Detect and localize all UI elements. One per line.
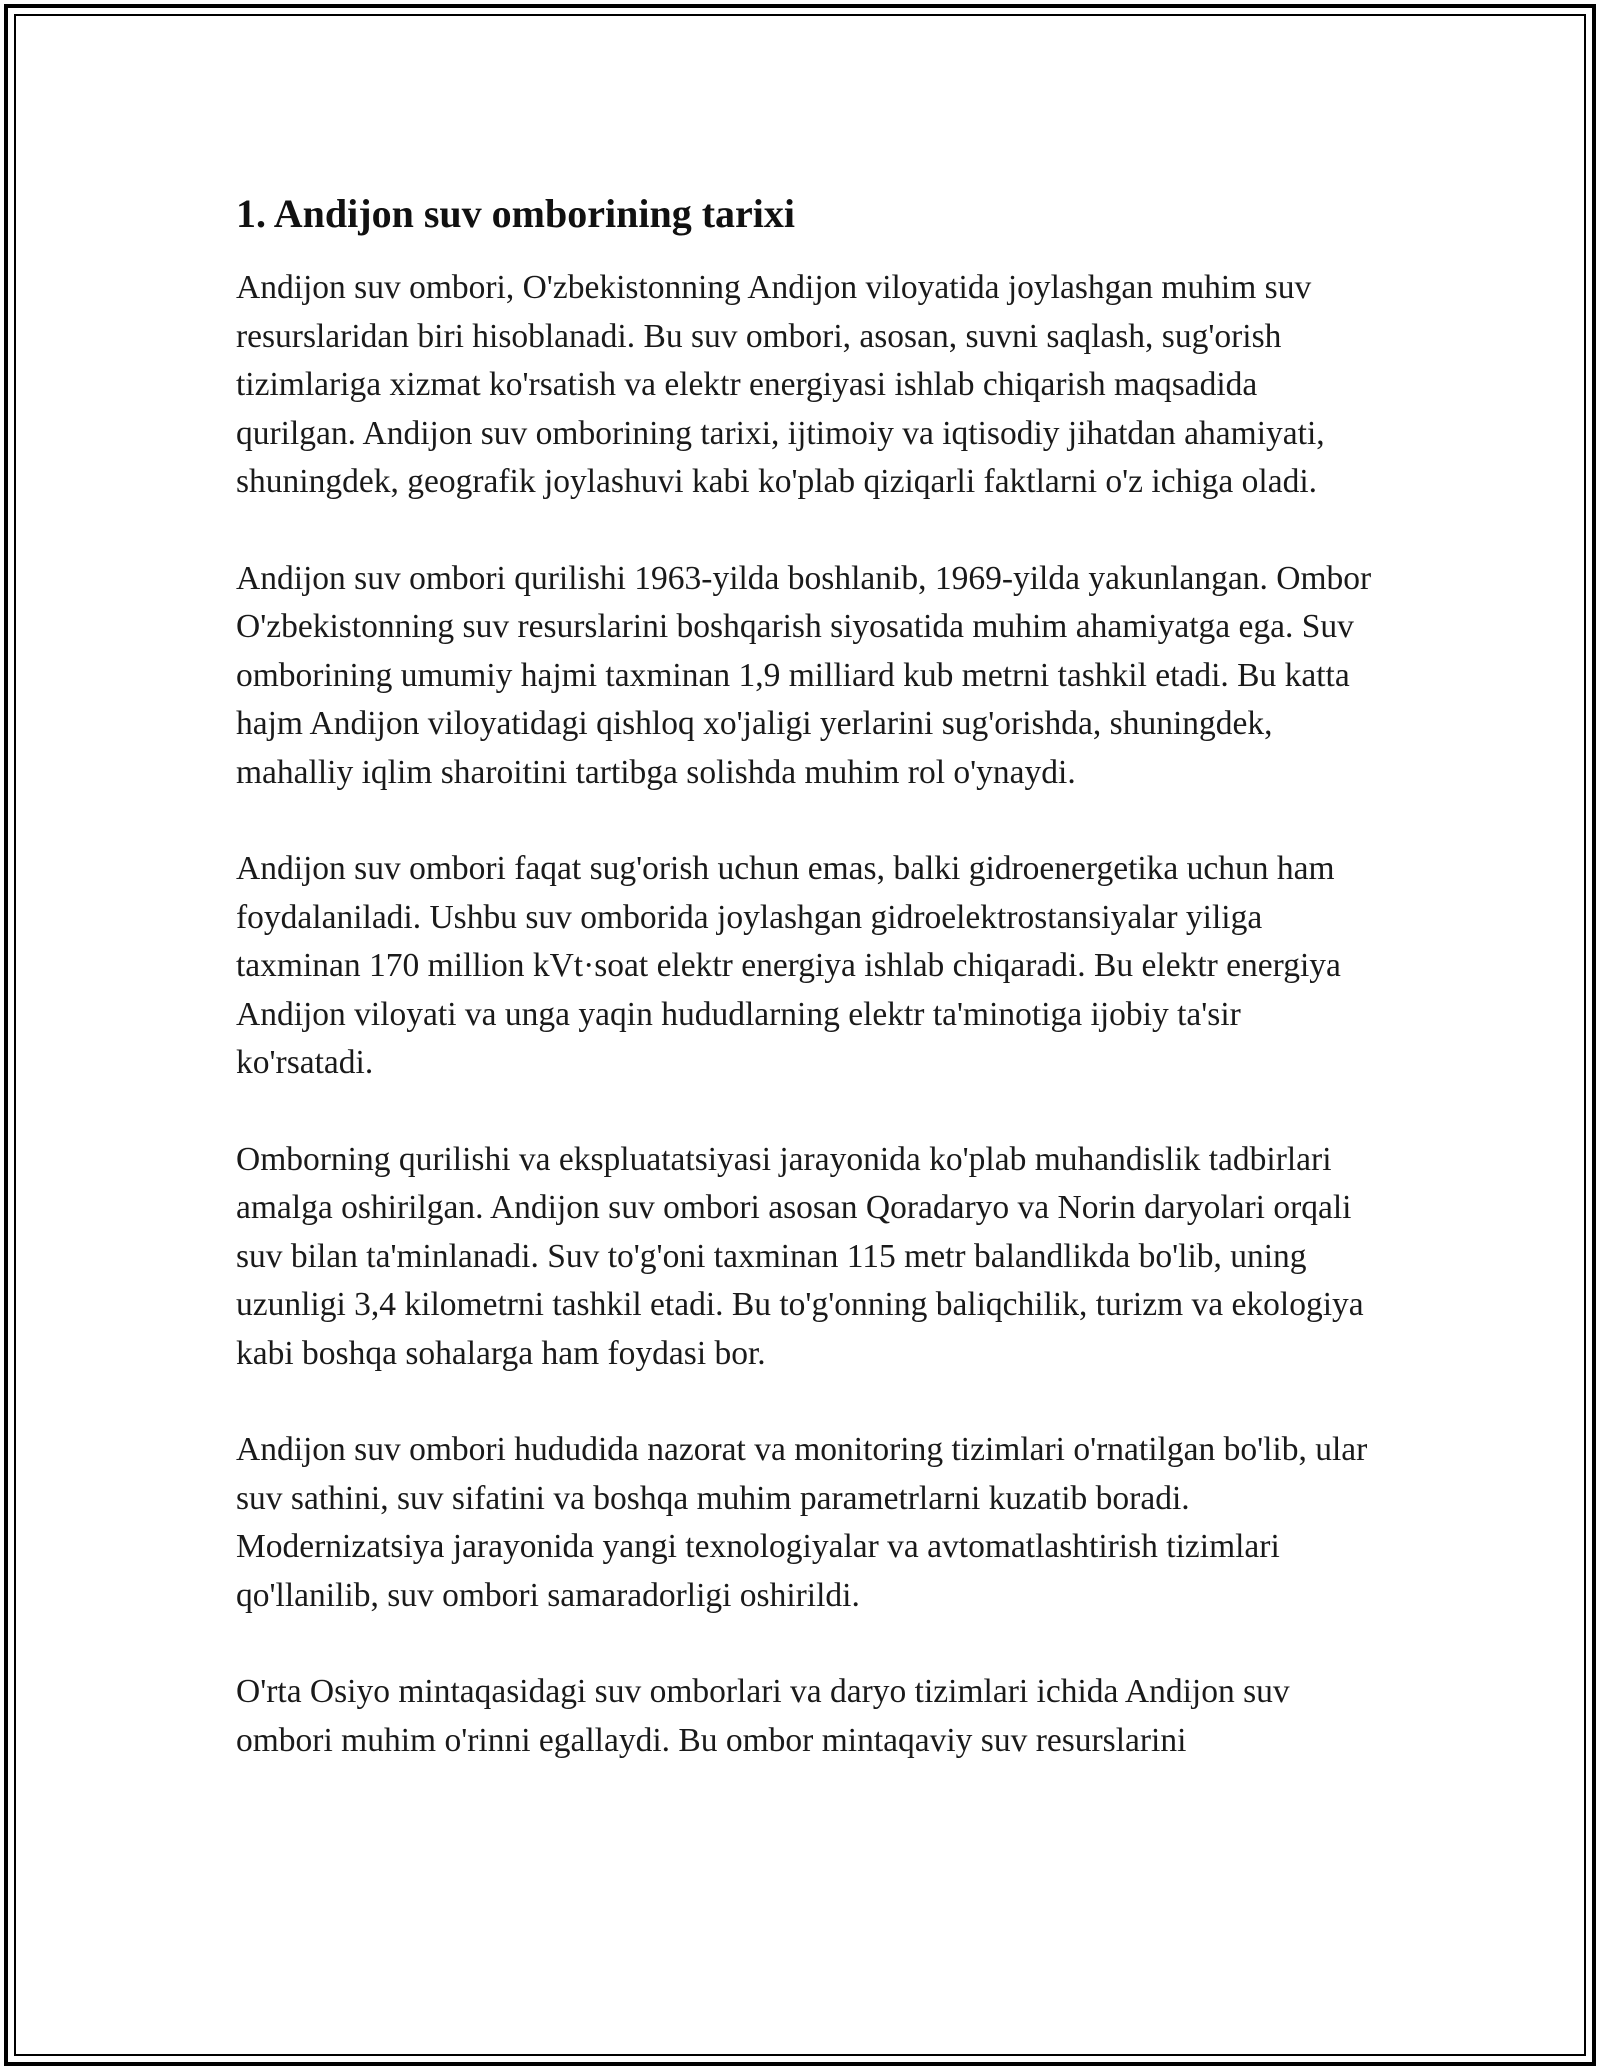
paragraph-3: Andijon suv ombori faqat sug'orish uchun emas, balki gidroenergetika uchun ham foydalaniladi. Ushbu suv omborida joylashgan gidroelektrostansiyalar yiliga taxminan 170 million kVt·soat elektr energiya ishlab chiqaradi. Bu elektr energiya Andijon viloyati va unga yaqin hududlarning elektr ta'minotiga ijobiy ta'sir ko'rsatadi. <box>236 850 1341 1081</box>
paragraph-4: Omborning qurilishi va ekspluatatsiyasi jarayonida ko'plab muhandislik tadbirlari amalga oshirilgan. Andijon suv ombori asosan Qoradaryo va Norin daryolari orqali suv bilan ta'minlanadi. Suv to'g'oni taxminan 115 metr balandlikda bo'lib, uning uzunligi 3,4 kilometrni tashkil etadi. Bu to'g'onning baliqchilik, turizm va ekologiya kabi boshqa sohalarga ham foydasi bor. <box>236 1140 1364 1372</box>
paragraph-6: O'rta Osiyo mintaqasidagi suv omborlari va daryo tizimlari ichida Andijon suv ombori muhim o'rinni egallaydi. Bu ombor mintaqaviy suv resurslarini <box>236 1673 1290 1759</box>
paragraph-2: Andijon suv ombori qurilishi 1963-yilda boshlanib, 1969-yilda yakunlangan. Ombor O'zbekistonning suv resurslarini boshqarish siyosatida muhim ahamiyatga ega. Suv omborining umumiy hajmi taxminan 1,9 milliard kub metrni tashkil etadi. Bu katta hajm Andijon viloyatidagi qishloq xo'jaligi yerlarini sug'orishda, shuningdek, mahalliy iqlim sharoitini tartibga solishda muhim rol o'ynaydi. <box>236 559 1372 791</box>
paragraph-1: Andijon suv ombori, O'zbekistonning Andijon viloyatida joylashgan muhim suv resurslaridan biri hisoblanadi. Bu suv ombori, asosan, suvni saqlash, sug'orish tizimlariga xizmat ko'rsatish va elektr energiyasi ishlab chiqarish maqsadida qurilgan. Andijon suv omborining tarixi, ijtimoiy va iqtisodiy jihatdan ahamiyati, shuningdek, geografik joylashuvi kabi ko'plab qiziqarli faktlarni o'z ichiga oladi. <box>236 269 1325 500</box>
document-body <box>236 188 1376 1813</box>
paragraph-5: Andijon suv ombori hududida nazorat va monitoring tizimlari o'rnatilgan bo'lib, ular suv sathini, suv sifatini va boshqa muhim parametrlarni kuzatib boradi. Modernizatsiya jarayonida yangi texnologiyalar va avtomatlashtirish tizimlari qo'llanilib, suv ombori samaradorligi oshirildi. <box>236 1431 1368 1614</box>
section-heading: 1. Andijon suv omborining tarixi <box>236 191 796 236</box>
